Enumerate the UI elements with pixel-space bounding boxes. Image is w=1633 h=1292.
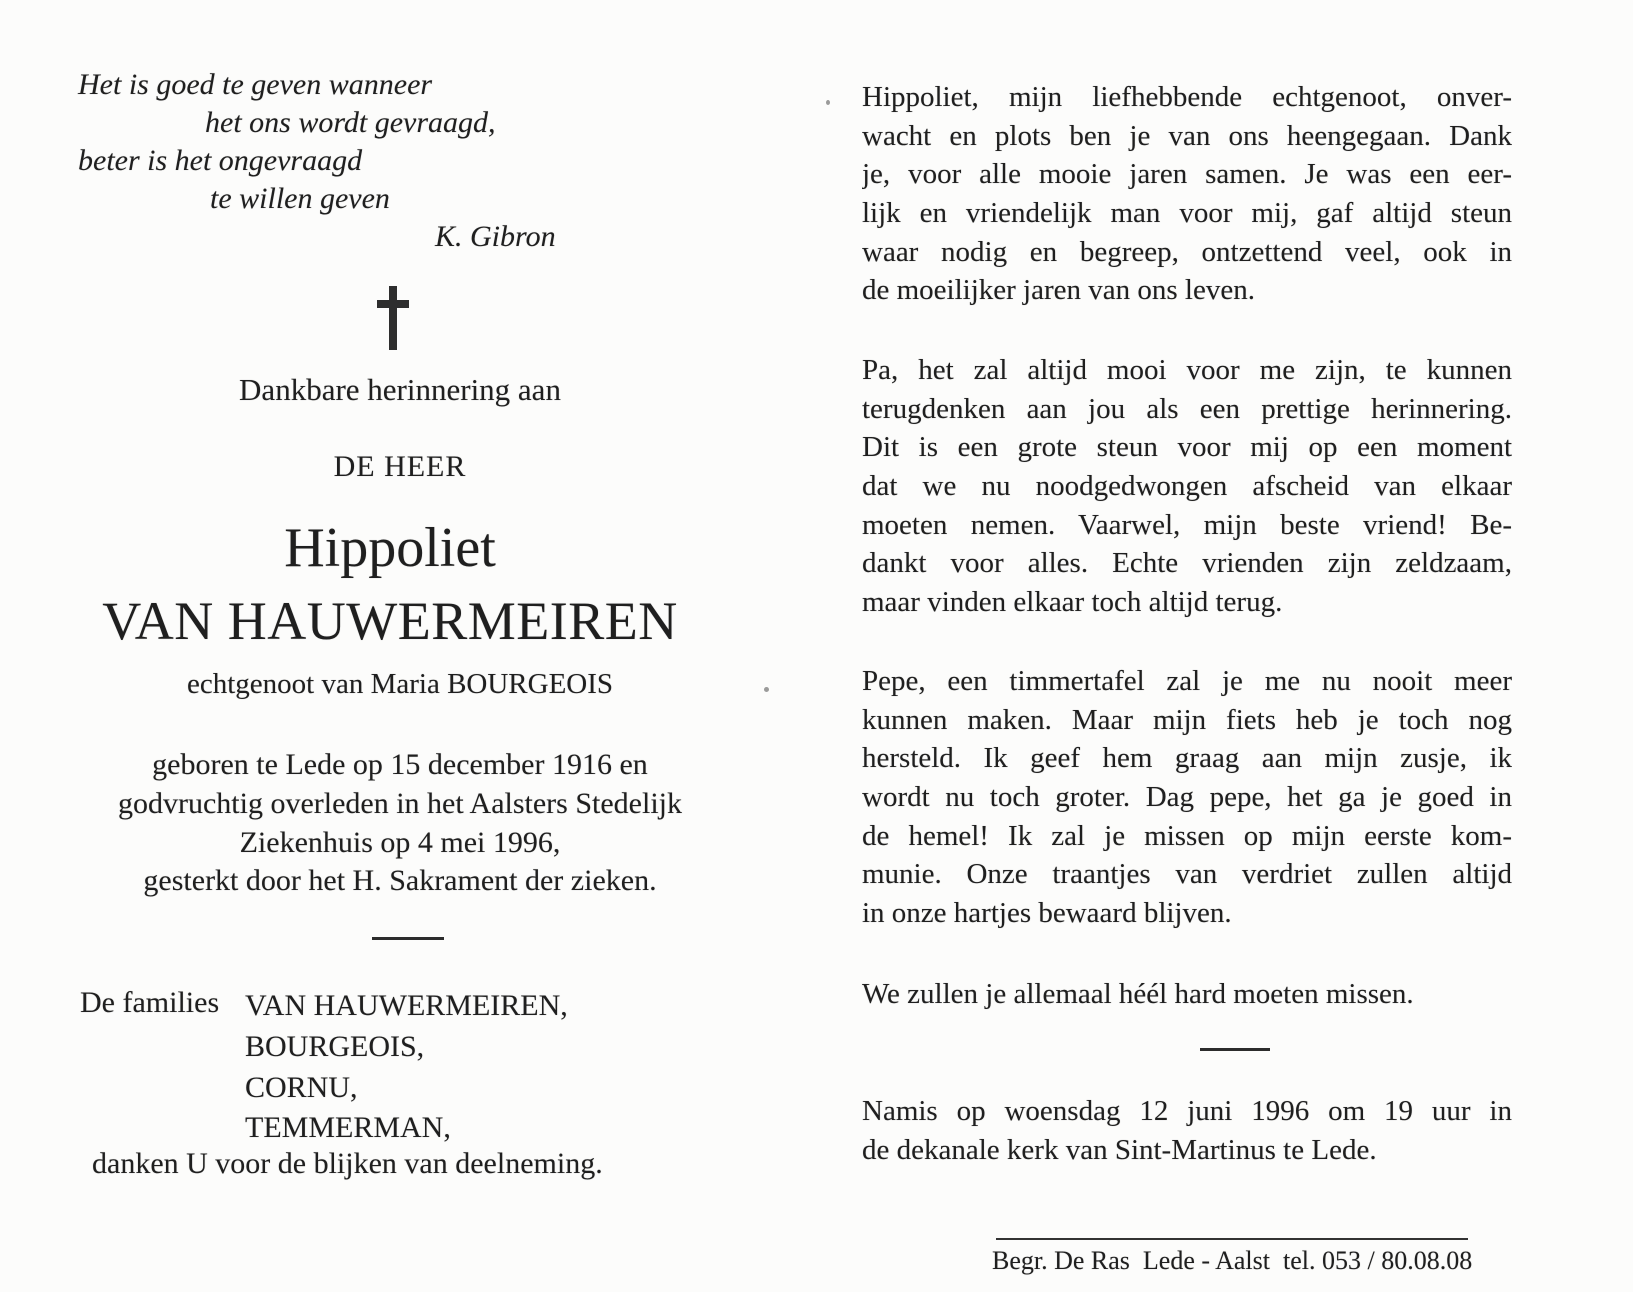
farewell-line: We zullen je allemaal héél hard moeten missen. (862, 978, 1414, 1010)
poem-line-2: het ons wordt gevraagd, (205, 106, 496, 139)
life-dates-line: geboren te Lede op 15 december 1916 en (152, 748, 648, 781)
cross-horizontal-bar (377, 300, 409, 308)
thanks-line: danken U voor de blijken van deelneming. (92, 1147, 603, 1180)
paragraph-line: dankt voor alles. Echte vrienden zijn zeldzaam, (862, 547, 1512, 580)
spouse-line: echtgenoot van Maria BOURGEOIS (186, 668, 614, 700)
honorific: DE HEER (333, 450, 467, 483)
family-name-item: TEMMERMAN, (245, 1111, 451, 1145)
left-divider (372, 937, 444, 940)
cross-icon (377, 286, 409, 350)
poem-author: K. Gibron (435, 220, 556, 253)
paragraph-line: maar vinden elkaar toch altijd terug. (862, 586, 1283, 619)
paragraph-line: Pepe, een timmertafel zal je me nu nooit meer (862, 665, 1512, 697)
funeral-home-divider (996, 1238, 1468, 1240)
paragraph-line: Hippoliet, mijn liefhebbende echtgenoot, onver- (862, 81, 1512, 113)
scan-speck (826, 100, 830, 105)
life-dates-block (60, 746, 740, 901)
service-announcement (862, 1092, 1512, 1170)
paragraph-line: Dit is een grote steun voor mij op een moment (862, 431, 1512, 464)
paragraph-line: lijk en vriendelijk man voor mij, gaf altijd steun (862, 197, 1512, 230)
paragraph-line: waar nodig en begreep, ontzettend veel, ook in (862, 235, 1512, 268)
paragraph-line: in onze hartjes bewaard blijven. (862, 897, 1232, 930)
paragraph-line: moeten nemen. Vaarwel, mijn beste vriend! Be- (862, 508, 1512, 541)
paragraph-line: wacht en plots ben je van ons heengegaan. Dank (862, 119, 1512, 152)
life-dates-line: godvruchtig overleden in het Aalsters Stedelijk (117, 786, 683, 820)
service-line: Namis op woensdag 12 juni 1996 om 19 uur in (862, 1095, 1512, 1127)
condolence-paragraph-2 (862, 351, 1512, 622)
poem-line-1: Het is goed te geven wanneer (78, 68, 433, 101)
paragraph-line: wordt nu toch groter. Dag pepe, het ga je goed in (862, 781, 1512, 814)
right-divider (1200, 1048, 1270, 1051)
paragraph-line: munie. Onze traantjes van verdriet zullen altijd (862, 858, 1512, 891)
memorial-intro: Dankbare herinnering aan (239, 372, 561, 407)
paragraph-line: terugdenken aan jou als een prettige herinnering. (862, 392, 1512, 425)
paragraph-line: je, voor alle mooie jaren samen. Je was een eer- (862, 158, 1512, 191)
families-label: De families (80, 986, 220, 1019)
funeral-home-credit: Begr. De Ras Lede - Aalst tel. 053 / 80.08.08 (992, 1246, 1473, 1275)
paragraph-line: de moeilijker jaren van ons leven. (862, 274, 1255, 307)
paragraph-line: hersteld. Ik geef hem graag aan mijn zusje, ik (862, 742, 1512, 775)
service-line: de dekanale kerk van Sint-Martinus te Lede. (862, 1134, 1377, 1166)
deceased-family-name: VAN HAUWERMEIREN (102, 591, 678, 651)
paragraph-line: Pa, het zal altijd mooi voor me zijn, te kunnen (862, 354, 1512, 386)
family-name-item: BOURGEOIS, (245, 1029, 425, 1063)
family-name-item: CORNU, (245, 1070, 358, 1104)
cross-vertical-bar (389, 286, 397, 350)
deceased-first-name: Hippoliet (284, 517, 496, 579)
paragraph-line: dat we nu noodgedwongen afscheid van elkaar (862, 470, 1512, 503)
opening-poem (78, 66, 556, 256)
condolence-paragraph-3 (862, 662, 1512, 933)
paragraph-line: de hemel! Ik zal je missen op mijn eerste kom- (862, 819, 1512, 852)
poem-line-3: beter is het ongevraagd (78, 144, 363, 177)
family-name-item: VAN HAUWERMEIREN, (245, 989, 568, 1022)
scan-speck (764, 687, 769, 692)
life-dates-line: Ziekenhuis op 4 mei 1996, (239, 825, 561, 859)
life-dates-line: gesterkt door het H. Sakrament der zieken. (143, 864, 657, 898)
poem-line-4: te willen geven (210, 182, 390, 215)
condolence-paragraph-1 (862, 78, 1512, 310)
paragraph-line: kunnen maken. Maar mijn fiets heb je toch nog (862, 703, 1512, 736)
family-names-list (245, 986, 568, 1149)
